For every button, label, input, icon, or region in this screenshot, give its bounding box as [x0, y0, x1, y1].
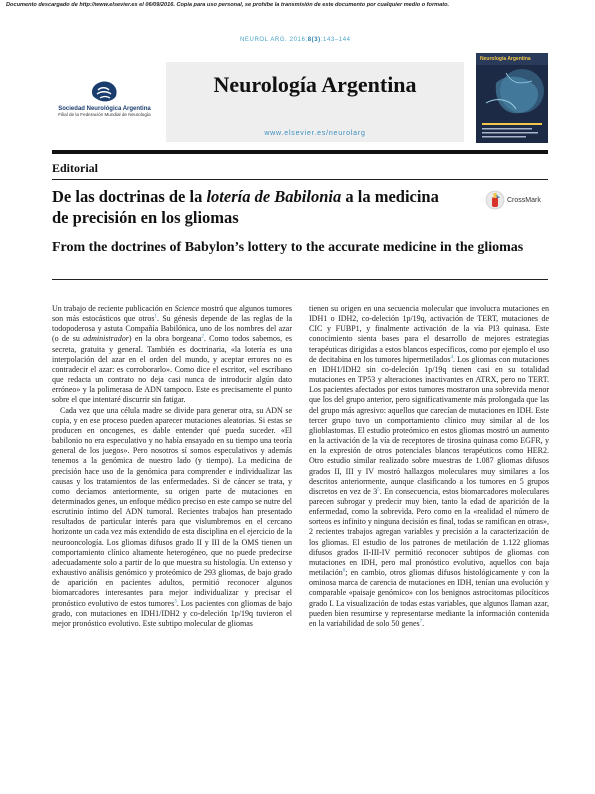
- citation-year: 2016;: [289, 37, 308, 43]
- journal-url[interactable]: www.elsevier.es/neurolarg: [264, 130, 366, 137]
- crossmark-label: CrossMark: [507, 196, 541, 204]
- citation-journal: NEUROL ARG.: [240, 37, 288, 43]
- download-notice: Documento descargado de http://www.elsevier.es el 06/09/2016. Copia para uso personal, se prohíbe la transmisión de este documento por cualquier medio o formato.: [6, 2, 450, 8]
- society-subtitle: Filial de la Federación Mundial de Neurología: [58, 112, 151, 117]
- citation-volume: 8(3): [307, 37, 321, 43]
- title-es-italic: lotería de Babilonia: [206, 187, 342, 206]
- society-name: Sociedad Neurológica Argentina: [58, 106, 151, 112]
- title-es-part: a la medicina de precisión en los gliomas: [52, 187, 439, 227]
- paragraph: Cada vez que una célula madre se divide para generar otra, su ADN se copia, y en ese proceso pueden aparecer mutaciones aleatorias. Si estas se producen en oncogenes, es dable entender qué pueda suceder. «El babilonio no era especulativo y no había ensayado en su tiempo una teoría general de los juegos». Pero nosotros sí somos especulativos y además tenemos a la genómica de nuestro lado (y tiempo). La medicina de precisión hace uso de la genómica para comprender e individualizar las causas y los tratamientos de las enfermedades. Si de cáncer se trata, y como decíamos anteriormente, su origen parte de mutaciones en determinados genes, un enfoque médico preciso en este campo se nutre del escrutinio íntimo del ADN tumoral. Recientes trabajos han presentado resultados de particular interés para que vislumbremos en el cercano horizonte un cada vez más extendido de esta disciplina en el ejercicio de la neurooncología. Los gliomas difusos grado II y III de la OMS tienen un comportamiento clínico altamente heterogéneo, que no puede predecirse adecuadamente solo a partir de lo que muestra su histología. Un extenso y exhaustivo análisis genómico y proteómico de 293 gliomas, de bajo grado de aparición en pacientes adultos, permitió reconocer algunos biomarcadores interesantes para mejor individualizar y precisar el pronóstico evolutivo de estos tumores$^3$. Los pacientes con gliomas de bajo grado, con mutaciones en IDH1/IDH2 y co-deleción 1p/19q tuvieron el mejor pronóstico evolutivo. Este subtipo molecular de gliomas: [52, 405, 292, 628]
- section-label: Editorial: [52, 161, 99, 175]
- title-rule: [52, 279, 548, 280]
- society-logo-icon: [88, 78, 122, 104]
- journal-cover: [476, 53, 548, 143]
- paragraph: Un trabajo de reciente publicación en Science mostró que algunos tumores son más estocásticos que otros$^1$. Su génesis depende de las reglas de la todopoderosa y astuta Compañía Babilónica, uno de los nombres del azar (o de su administrador) en la obra borgeana$^2$. Como todos sabemos, es secreta, gratuita y general. También es doctrinaria, «la lotería es una interpolación del azar en el orden del mundo, y aceptar errores no es contradecir el azar: es corroborarlo». Como dice el escritor, «el escribano que redacta un contrato no deja casi nunca de introducir algún dato erróneo» y la polimerasa de ADN tampoco. Este es precisamente el punto sobre el que intentaré discurrir sin fatigar.: [52, 304, 293, 405]
- citation-pages: :143–144: [320, 37, 351, 43]
- body-column-right: [309, 304, 549, 629]
- title-es-part: De las doctrinas de la: [52, 187, 207, 206]
- society-block: [52, 78, 157, 118]
- section-rule: [52, 179, 548, 180]
- crossmark-badge[interactable]: [485, 190, 541, 210]
- crossmark-icon: [485, 190, 505, 210]
- cover-art-icon: [476, 53, 548, 143]
- article-title-en: From the doctrines of Babylon’s lottery to the accurate medicine in the gliomas: [52, 240, 524, 255]
- cover-title: Neurología Argentina: [480, 56, 531, 62]
- journal-citation: [240, 37, 351, 43]
- masthead: [166, 62, 464, 142]
- journal-title: Neurología Argentina: [213, 72, 417, 97]
- header-rule: [52, 150, 548, 154]
- body-column-left: [52, 304, 292, 629]
- paragraph: tienen su origen en una secuencia molecular que involucra mutaciones en IDH1 o IDH2, co-deleción 1p/19q, activación de TERT, mutaciones de CIC y FUBP1, y finalmente activación de la vía PI3 quinasa. Este conocimiento sienta bases para el desarrollo de mejores estrategias terapéuticas dirigidas a estos blancos específicos, como por ejemplo el uso de decitabina en los tumores hipermetilados$^4$. Los gliomas con mutaciones en IDH1/IDH2 sin co-deleción 1p/19q tienen casi en su totalidad mutaciones en TP53 y alteraciones inactivantes en ATRX, pero no TERT. Los pacientes afectados por estos tumores mostraron una sobrevida menor que los del grupo anterior, pero significativamente más prolongada que las del grupo más agresivo: aquellos que carecían de mutaciones en IDH. Este tercer grupo tuvo un comportamiento clínico muy similar al de los glioblastomas. El estudio proteómico en estos gliomas mostró un aumento en la activación de la vía de receptores de tirosina quinasa como EGFR, y en la expresión de otros potenciales blancos terapéuticos como HER2. Otro estudio similar realizado sobre muestras de 1.087 gliomas difusos grados II, III y IV mostró hallazgos moleculares muy similares a los descritos anteriormente, aunque clasificando a los tumores en 5 grupos discretos en vez de $3^5$. En consecuencia, estos biomarcadores moleculares parecen subrogar y predecir muy bien, tanto la edad de aparición de la enfermedad, como la sobrevida. Pero como en la «realidad el número de sorteos es infinito y ninguna decisión es final, todas se ramifican en otras», 2 recientes trabajos agregan variables y precisión a la caracterización de los gliomas. El estudio de los patrones de metilación de 1.122 gliomas difusos grados II-III-IV permitió reconocer subtipos de gliomas con mutaciones en IDH, pero mal pronóstico evolutivo, aquellos con baja metilación$^6$; en cambio, otros gliomas difusos histológicamente y con la ominosa marca de carencia de mutaciones en IDH, tenían una evolución y comparable «paisaje genómico» con los benignos astrocitomas pilocíticos grado I. La visualización de todas estas variables, que algunos llaman azar, pueden bien resumirse y representarse mediante la información contenida en la variabilidad de solo 50 genes$^7$.: [309, 304, 550, 628]
- article-title-es: [52, 186, 452, 228]
